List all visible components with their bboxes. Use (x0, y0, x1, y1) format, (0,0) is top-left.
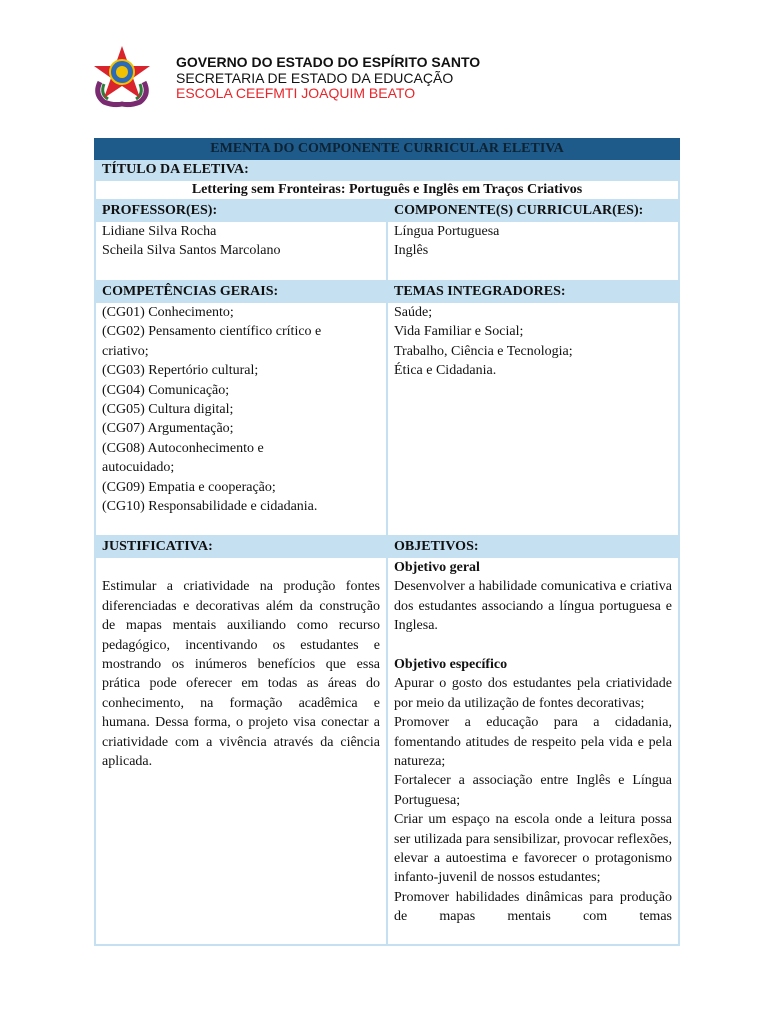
objetivo-geral-label: Objetivo geral (394, 560, 480, 575)
state-coat-of-arms-icon (90, 42, 154, 108)
competencias-label: COMPETÊNCIAS GERAIS: (95, 281, 387, 302)
componentes-cell (387, 221, 679, 281)
justificativa-label: JUSTIFICATIVA: (95, 536, 387, 557)
professores-cell (95, 221, 387, 281)
competencia-line: (CG03) Repertório cultural; (102, 363, 259, 379)
table-title-row (95, 139, 679, 159)
objetivos-label: OBJETIVOS: (387, 536, 679, 557)
tema-line: Saúde; (394, 305, 433, 320)
professor-name: Scheila Silva Santos Marcolano (102, 243, 281, 259)
temas-cell (387, 302, 679, 536)
objetivo-geral-text: Desenvolver a habilidade comunicativa e criativa dos estudantes associando a língua portuguesa e Inglesa. (394, 579, 672, 634)
tema-line: Vida Familiar e Social; (394, 324, 524, 340)
titulo-label-row (95, 159, 679, 180)
competencias-temas-row (95, 302, 679, 536)
temas-label: TEMAS INTEGRADORES: (387, 281, 679, 302)
objetivo-especifico-item: Promover habilidades dinâmicas para produção de mapas mentais com temas (394, 889, 672, 925)
justificativa-text: Estimular a criatividade na produção fontes diferenciadas e decorativas além da construção de mapas mentais auxiliando como recurso pedagógico, incentivando os estudantes e mostrando os inúmeros benefícios que essa prática pode oferecer em todas as áreas do conhecimento, na formação acadêmica e humana. Dessa forma, o projeto visa conectar a criatividade com a vivência através da ciência aplicada. (102, 579, 380, 770)
componente-item: Inglês (394, 243, 429, 259)
professor-name: Lidiane Silva Rocha (102, 224, 217, 239)
ementa-table (94, 138, 680, 946)
objetivos-cell (387, 557, 679, 945)
spacer (394, 636, 672, 655)
justificativa-objetivos-label-row (95, 536, 679, 557)
document-header (90, 42, 690, 112)
titulo-value: Lettering sem Fronteiras: Português e Inglês em Traços Criativos (95, 180, 679, 200)
justificativa-cell (95, 557, 387, 945)
secretaria-title: SECRETARIA DE ESTADO DA EDUCAÇÃO (176, 70, 454, 86)
table-title: EMENTA DO COMPONENTE CURRICULAR ELETIVA (95, 139, 679, 159)
tema-line: Trabalho, Ciência e Tecnologia; (394, 343, 573, 359)
government-title: GOVERNO DO ESTADO DO ESPÍRITO SANTO (176, 54, 481, 70)
objetivo-especifico-item: Apurar o gosto dos estudantes pela criatividade por meio da utilização de fontes decorativas; (394, 676, 672, 711)
header-text-block (176, 54, 480, 101)
competencia-line: autocuidado; (102, 460, 175, 476)
competencia-line: (CG02) Pensamento científico crítico e (102, 324, 322, 340)
school-name: ESCOLA CEEFMTI JOAQUIM BEATO (176, 85, 416, 101)
objetivo-especifico-item: Promover a educação para a cidadania, fomentando atitudes de respeito pela vida e pela natureza; (394, 715, 672, 770)
titulo-value-row (95, 180, 679, 200)
competencia-line: (CG04) Comunicação; (102, 382, 230, 398)
justificativa-objetivos-row (95, 557, 679, 945)
professor-componente-row (95, 221, 679, 281)
titulo-label: TÍTULO DA ELETIVA: (95, 159, 679, 180)
tema-line: Ética e Cidadania. (394, 363, 497, 379)
competencia-line: (CG07) Argumentação; (102, 421, 234, 437)
componente-label: COMPONENTE(S) CURRICULAR(ES): (387, 200, 679, 221)
competencias-temas-label-row (95, 281, 679, 302)
competencia-line: (CG09) Empatia e cooperação; (102, 479, 276, 495)
competencia-line: criativo; (102, 343, 149, 359)
componente-item: Língua Portuguesa (394, 224, 500, 239)
objetivo-especifico-item: Criar um espaço na escola onde a leitura possa ser utilizada para sensibilizar, provocar reflexões, elevar a autoestima e favorecer o protagonismo infanto-juvenil de nossos estudantes; (394, 812, 672, 886)
competencia-line: (CG08) Autoconhecimento e (102, 440, 264, 456)
competencia-line: (CG10) Responsabilidade e cidadania. (102, 499, 318, 515)
professor-componente-label-row (95, 200, 679, 221)
competencias-cell (95, 302, 387, 536)
professor-label: PROFESSOR(ES): (95, 200, 387, 221)
competencia-line: (CG01) Conhecimento; (102, 305, 234, 320)
objetivo-especifico-label: Objetivo específico (394, 657, 508, 673)
spacer (102, 558, 380, 577)
competencia-line: (CG05) Cultura digital; (102, 402, 234, 418)
objetivo-especifico-item: Fortalecer a associação entre Inglês e Língua Portuguesa; (394, 773, 672, 808)
